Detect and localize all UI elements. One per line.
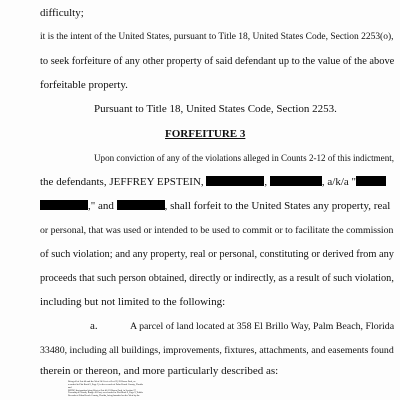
text-line: BEING that portion lying West of Lot 40, El Bravo Park, in Section 27, xyxy=(68,388,137,392)
text-segment: , shall forfeit to the United States any property, real xyxy=(164,200,391,212)
redaction-block xyxy=(206,176,264,186)
text-line: difficulty; xyxy=(40,7,84,19)
redaction-block xyxy=(356,176,386,186)
text-line-with-redactions xyxy=(40,200,390,213)
text-line: Being all of Lot 40 and the West 24.3 feet of Lot 39, El Bravo Park, as xyxy=(68,380,136,383)
redaction-block xyxy=(40,200,88,210)
text-line-with-redactions xyxy=(40,176,386,189)
text-line: Township 43 South, Range 43 East, as recorded in Plat Book 9, Page 9, Public xyxy=(68,391,143,395)
text-segment: , xyxy=(264,176,268,188)
list-marker: a. xyxy=(90,320,98,332)
text-line: 33480, including all buildings, improvements, fixtures, attachments, and easements found xyxy=(40,345,394,356)
text-line: it is the intent of the United States, pursuant to Title 18, United States Code, Section 2253(o), xyxy=(40,32,394,42)
text-line: Upon conviction of any of the violations alleged in Counts 2-12 of this indictment, xyxy=(94,153,395,163)
text-line: or personal, that was used or intended to be used to commit or to facilitate the commission xyxy=(40,225,394,236)
text-line: proceeds that such person obtained, directly or indirectly, as a result of such violation, xyxy=(40,273,394,284)
text-line: therein or thereon, and more particularly described as: xyxy=(40,365,279,377)
text-segment: the defendants, JEFFREY EPSTEIN, xyxy=(40,176,204,188)
text-line: A parcel of land located at 358 El Brillo Way, Palm Beach, Florida xyxy=(130,321,395,332)
section-heading: FORFEITURE 3 xyxy=(165,128,246,140)
text-line: Pursuant to Title 18, United States Code, Section 2253. xyxy=(94,103,337,115)
text-line: Records of Palm Beach County, Florida, being bounded on the West by the xyxy=(68,394,140,398)
redaction-block xyxy=(270,176,322,186)
text-segment: , a/k/a " xyxy=(321,176,357,188)
text-line: including but not limited to the following: xyxy=(40,296,226,308)
text-line: of such violation; and any property, real or personal, constituting or derived from any xyxy=(40,249,394,260)
text-line: recorded in Plat Book 9, Page 9, in the records of Palm Beach County, Florida xyxy=(68,382,143,386)
text-segment: ," and xyxy=(88,200,114,212)
redaction-block xyxy=(117,200,165,210)
text-line: and xyxy=(68,385,72,389)
text-line: forfeitable property. xyxy=(40,79,128,91)
text-line: to seek forfeiture of any other property of said defendant up to the value of the above xyxy=(40,56,395,67)
